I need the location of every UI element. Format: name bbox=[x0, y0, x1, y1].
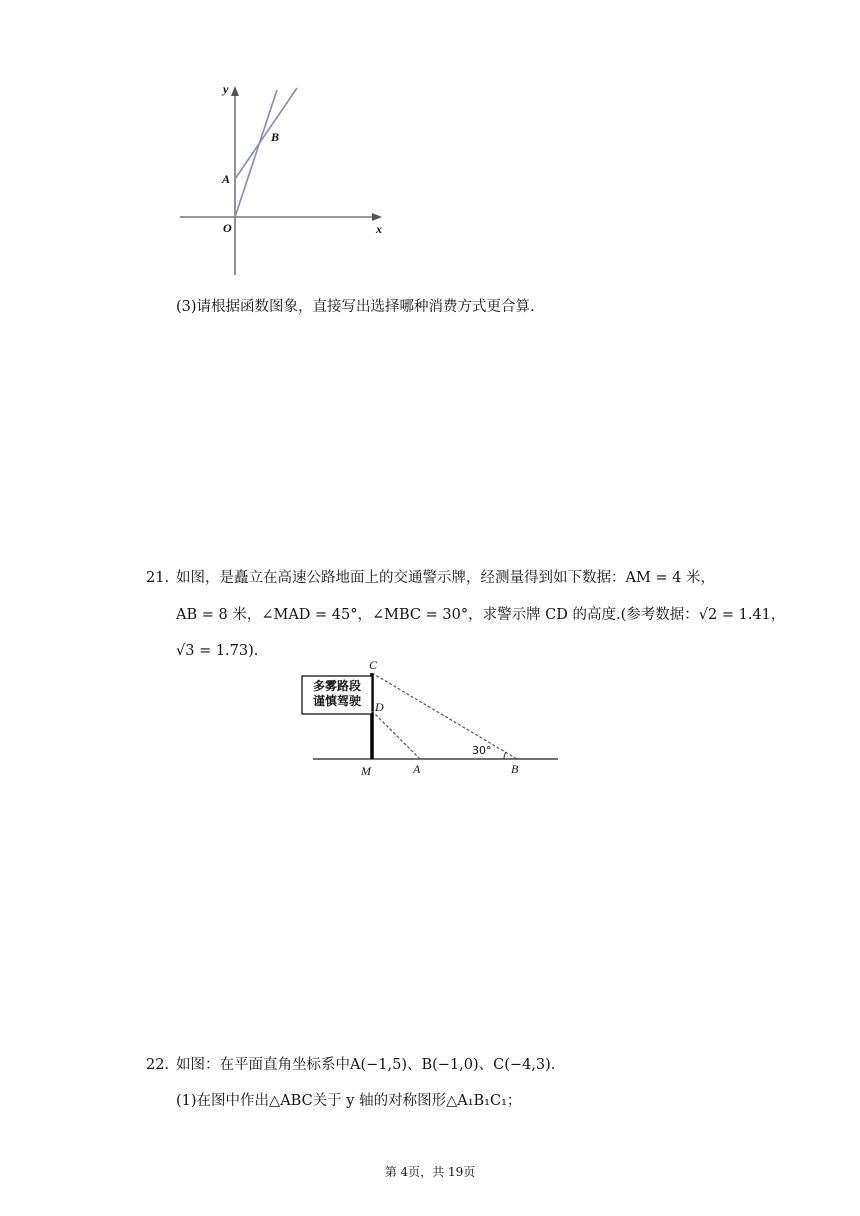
label-b: B bbox=[511, 762, 519, 776]
angle-arc bbox=[504, 752, 506, 759]
label-a: A bbox=[413, 762, 421, 776]
point-b-label: B bbox=[271, 130, 280, 144]
sign-line2: 谨慎驾驶 bbox=[312, 694, 361, 708]
label-d: D bbox=[375, 700, 384, 714]
q22-number: 22. bbox=[146, 1057, 170, 1073]
q21-line3: √3 = 1.73). bbox=[176, 643, 259, 659]
q22-line2: (1)在图中作出△ABC关于 y 轴的对称图形△A₁B₁C₁； bbox=[176, 1093, 522, 1109]
angle-label: 30° bbox=[472, 744, 492, 757]
q20-part3: (3)请根据函数图象，直接写出选择哪种消费方式更合算. bbox=[176, 299, 535, 315]
origin-label: O bbox=[223, 221, 232, 235]
dashed-line-da bbox=[372, 711, 420, 759]
q21-line1: 如图，是矗立在高速公路地面上的交通警示牌，经测量得到如下数据：AM = 4 米， bbox=[176, 570, 716, 586]
line-through-origin bbox=[235, 90, 280, 217]
sign-figure bbox=[300, 655, 570, 785]
point-a-label: A bbox=[222, 172, 231, 186]
page-footer: 第 4页，共 19页 bbox=[384, 1165, 476, 1179]
x-axis-arrow bbox=[372, 213, 382, 221]
label-c: C bbox=[369, 658, 378, 672]
function-graph bbox=[170, 80, 400, 280]
line-through-a bbox=[235, 88, 297, 179]
y-axis-arrow bbox=[231, 86, 239, 96]
q22-line1: 如图：在平面直角坐标系中A(−1,5)、B(−1,0)、C(−4,3). bbox=[176, 1057, 556, 1073]
label-m: M bbox=[361, 764, 371, 778]
sign-line1: 多雾路段 bbox=[312, 679, 361, 693]
y-axis-label: y bbox=[223, 82, 229, 96]
q21-line2: AB = 8 米，∠MAD = 45°，∠MBC = 30°，求警示牌 CD 的高度.(参考数据：√2 = 1.41， bbox=[176, 607, 786, 623]
x-axis-label: x bbox=[376, 222, 382, 236]
dashed-line-cb bbox=[372, 673, 517, 759]
q21-number: 21. bbox=[146, 570, 170, 586]
